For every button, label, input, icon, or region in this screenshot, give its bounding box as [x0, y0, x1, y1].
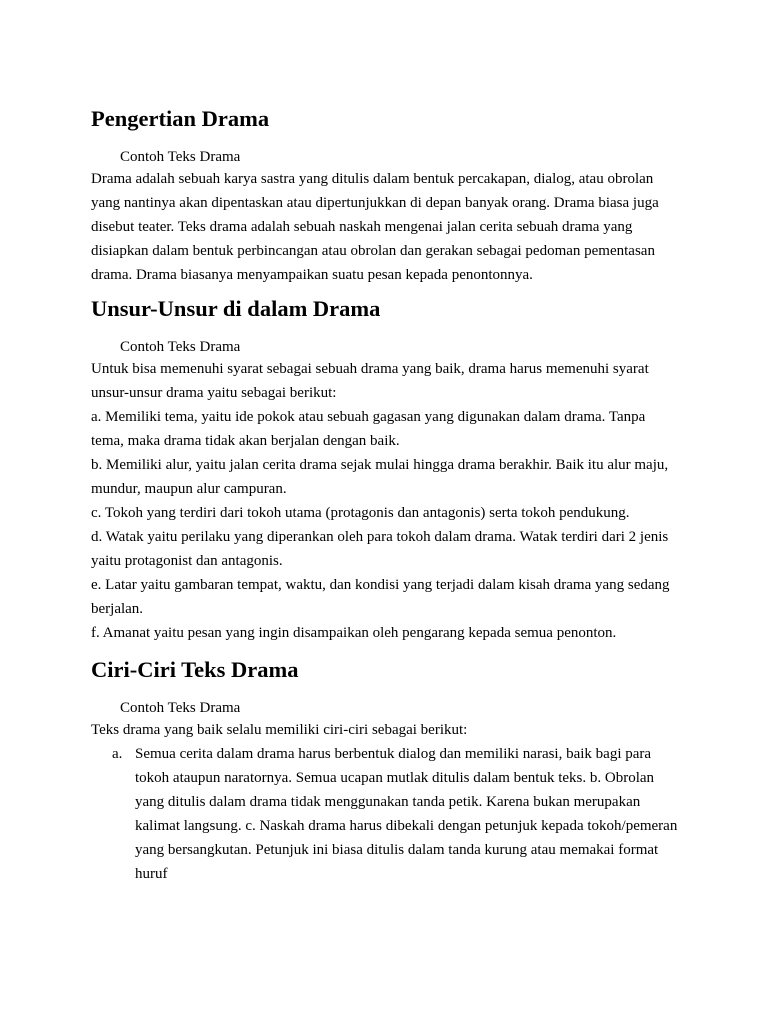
image-caption: Contoh Teks Drama: [120, 700, 241, 716]
list-item-text: Semua cerita dalam drama harus berbentuk dialog dan memiliki narasi, baik bagi para tokoh ataupun naratornya. Semua ucapan mutlak ditulis dalam bentuk teks. b. Obrolan yang ditulis dalam drama tidak menggunakan tanda petik. Karena bukan merupakan kalimat langsung. c. Naskah drama harus dibekali dengan petunjuk kepada tokoh/pemeran yang bersangkutan. Petunjuk ini biasa ditulis dalam tanda kurung atau memakai format huruf: [135, 746, 678, 882]
section-heading: Pengertian Drama: [91, 106, 270, 131]
list-paragraph-c: c. Tokoh yang terdiri dari tokoh utama (protagonis dan antagonis) serta tokoh pendukung.: [91, 505, 630, 521]
list-paragraph-a: a. Memiliki tema, yaitu ide pokok atau sebuah gagasan yang digunakan dalam drama. Tanpa tema, maka drama tidak akan berjalan dengan baik.: [91, 409, 646, 449]
list-item: [91, 742, 681, 886]
list-marker: a.: [112, 746, 123, 762]
list-paragraph-b: b. Memiliki alur, yaitu jalan cerita drama sejak mulai hingga drama berakhir. Baik itu alur maju, mundur, maupun alur campuran.: [91, 457, 669, 497]
section-heading: Ciri-Ciri Teks Drama: [91, 657, 299, 682]
section-ciri-teks-drama: [91, 657, 681, 886]
section-unsur-drama: [91, 296, 681, 645]
section-pengertian-drama: [91, 106, 681, 287]
image-caption: Contoh Teks Drama: [120, 149, 241, 165]
list-paragraph-d: d. Watak yaitu perilaku yang diperankan oleh para tokoh dalam drama. Watak terdiri dari 2 jenis yaitu protagonist dan antagonis.: [91, 529, 669, 569]
list-paragraph-e: e. Latar yaitu gambaran tempat, waktu, dan kondisi yang terjadi dalam kisah drama yang sedang berjalan.: [91, 577, 670, 617]
ordered-list: [91, 742, 681, 886]
paragraph: Teks drama yang baik selalu memiliki ciri-ciri sebagai berikut:: [91, 722, 468, 738]
paragraph: Drama adalah sebuah karya sastra yang ditulis dalam bentuk percakapan, dialog, atau obrolan yang nantinya akan dipentaskan atau dipertunjukkan di depan banyak orang. Drama biasa juga disebut teater. Teks drama adalah sebuah naskah mengenai jalan cerita sebuah drama yang disiapkan dalam bentuk perbincangan atau obrolan dan gerakan sebagai pedoman pementasan drama. Drama biasanya menyampaikan suatu pesan kepada penontonnya.: [91, 171, 659, 283]
section-heading: Unsur-Unsur di dalam Drama: [91, 296, 381, 321]
paragraph: Untuk bisa memenuhi syarat sebagai sebuah drama yang baik, drama harus memenuhi syarat unsur-unsur drama yaitu sebagai berikut:: [91, 361, 649, 401]
list-paragraph-f: f. Amanat yaitu pesan yang ingin disampaikan oleh pengarang kepada semua penonton.: [91, 625, 617, 641]
image-caption: Contoh Teks Drama: [120, 339, 241, 355]
